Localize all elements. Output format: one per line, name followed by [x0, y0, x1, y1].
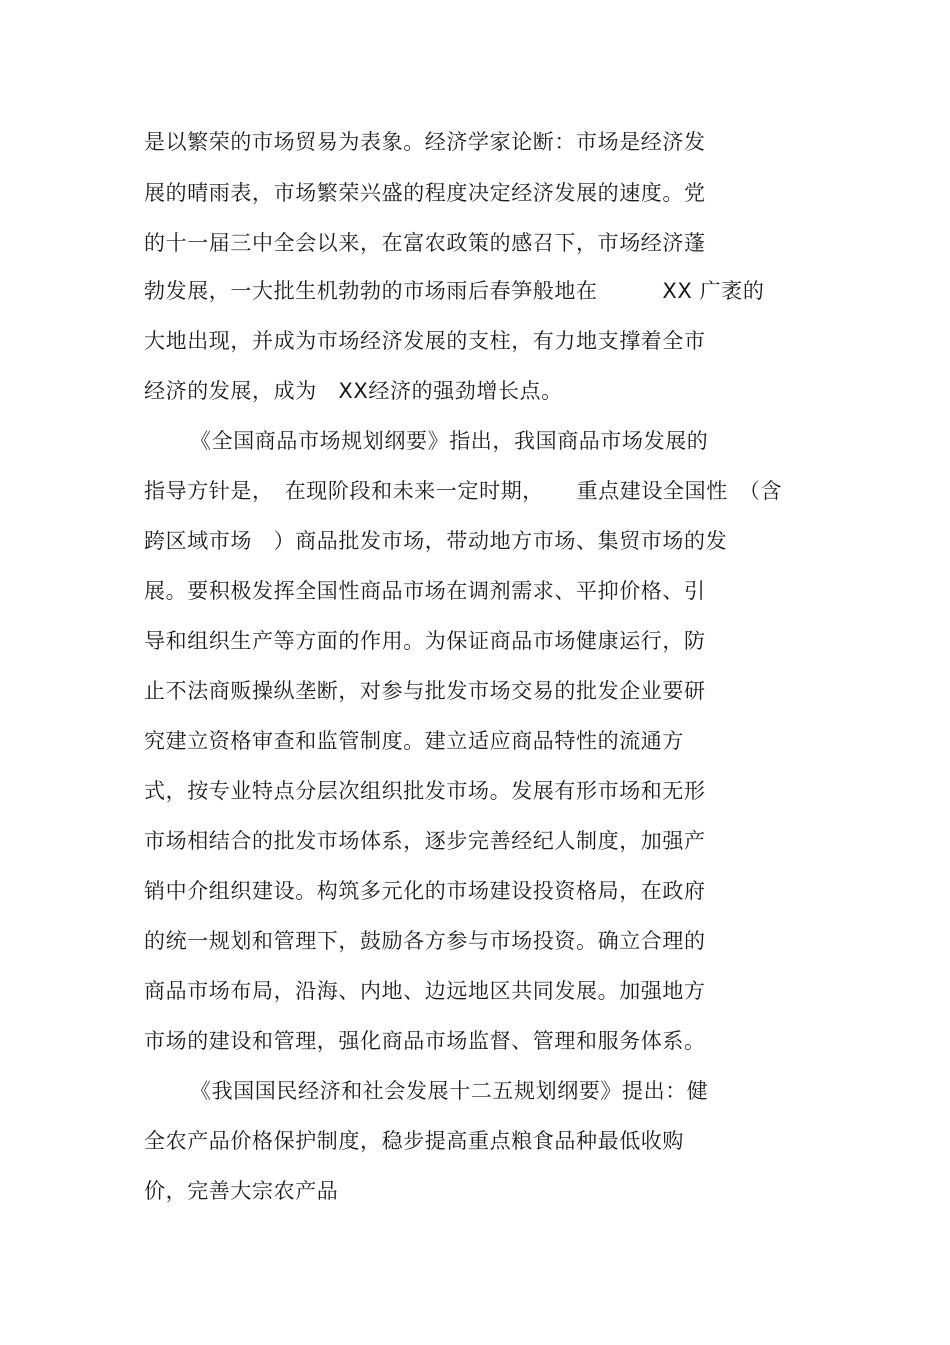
text-line: 市场相结合的批发市场体系，逐步完善经纪人制度，加强产 [144, 829, 706, 853]
text-line: 大地出现，并成为市场经济发展的支柱，有力地支撑着全市 [144, 329, 706, 353]
text-line: 全农产品价格保护制度，稳步提高重点粮食品种最低收购 [144, 1129, 684, 1153]
text-line: 价，完善大宗农产品 [144, 1179, 339, 1203]
text-line: 展的晴雨表，市场繁荣兴盛的程度决定经济发展的速度。党 [144, 181, 706, 205]
text-line: 勃发展，一大批生机勃勃的市场雨后春笋般地在 XX 广袤的 [144, 279, 765, 303]
text-line: 究建立资格审查和监管制度。建立适应商品特性的流通方 [144, 729, 684, 753]
text-line: 销中介组织建设。构筑多元化的市场建设投资格局，在政府 [144, 879, 706, 903]
text-line: 的十一届三中全会以来，在富农政策的感召下，市场经济蓬 [144, 231, 706, 255]
text-line: 跨区域市场 ）商品批发市场，带动地方市场、集贸市场的发 [144, 529, 728, 553]
text-line: 是以繁荣的市场贸易为表象。经济学家论断：市场是经济发 [144, 130, 706, 154]
text-line: 经济的发展，成为 XX经济的强劲增长点。 [144, 379, 563, 403]
text-line: 市场的建设和管理，强化商品市场监督、管理和服务体系。 [144, 1029, 706, 1053]
text-line: 商品市场布局，沿海、内地、边远地区共同发展。加强地方 [144, 979, 706, 1003]
text-line: 展。要积极发挥全国性商品市场在调剂需求、平抑价格、引 [144, 579, 706, 603]
text-line: 止不法商贩操纵垄断，对参与批发市场交易的批发企业要研 [144, 679, 706, 703]
text-line: 的统一规划和管理下，鼓励各方参与市场投资。确立合理的 [144, 929, 706, 953]
paragraph-first-line: 《全国商品市场规划纲要》指出，我国商品市场发展的 [190, 429, 709, 453]
text-line: 导和组织生产等方面的作用。为保证商品市场健康运行，防 [144, 629, 706, 653]
text-line: 式，按专业特点分层次组织批发市场。发展有形市场和无形 [144, 779, 706, 803]
paragraph-first-line: 《我国国民经济和社会发展十二五规划纲要》提出：健 [190, 1079, 709, 1103]
text-line: 指导方针是， 在现阶段和未来一定时期， 重点建设全国性 （含 [144, 479, 783, 503]
